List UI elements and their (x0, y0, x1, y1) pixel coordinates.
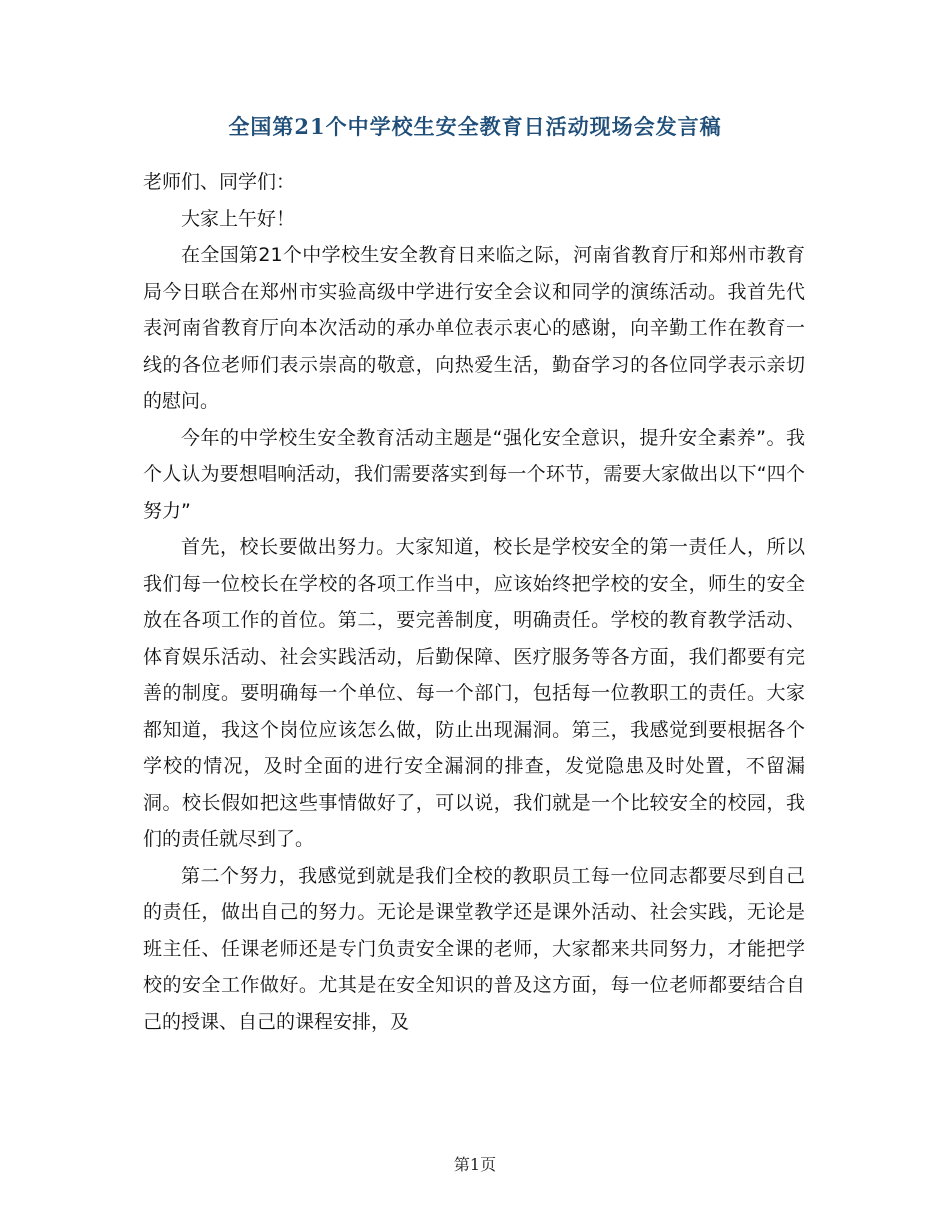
document-title: 全国第21个中学校生安全教育日活动现场会发言稿 (228, 114, 722, 139)
paragraph-greeting: 大家上午好！ (181, 207, 296, 230)
salutation: 老师们、同学们： (143, 171, 296, 193)
paragraph-3: 首先，校长要做出努力。大家知道，校长是学校安全的第一责任人，所以我们每一位校长在学校的各项工作当中，应该始终把学校的安全，师生的安全放在各项工作的首位。第二，要完善制度，明确责任。学校的教育教学活动、体育娱乐活动、社会实践活动，后勤保障、医疗服务等各方面，我们都要有完善的制度。要明确每一个单位、每一个部门，包括每一位教职工的责任。大家都知道，我这个岗位应该怎么做，防止出现漏洞。第三，我感觉到要根据各个学校的情况，及时全面的进行安全漏洞的排查，发觉隐患及时处置，不留漏洞。校长假如把这些事情做好了，可以说，我们就是一个比较安全的校园，我们的责任就尽到了。 (143, 536, 805, 850)
paragraph-1: 在全国第21个中学校生安全教育日来临之际，河南省教育厅和郑州市教育局今日联合在郑州市实验高级中学进行安全会议和同学的演练活动。我首先代表河南省教育厅向本次活动的承办单位表示衷心的感谢，向辛勤工作在教育一线的各位老师们表示崇高的敬意，向热爱生活，勤奋学习的各位同学表示亲切的慰问。 (143, 244, 805, 412)
paragraph-2: 今年的中学校生安全教育活动主题是“强化安全意识，提升安全素养”。我个人认为要想唱响活动，我们需要落实到每一个环节，需要大家做出以下“四个努力” (143, 426, 805, 522)
page-number: 第1页 (453, 1155, 497, 1174)
paragraph-4: 第二个努力，我感觉到就是我们全校的教职员工每一位同志都要尽到自己的责任，做出自己的努力。无论是课堂教学还是课外活动、社会实践，无论是班主任、任课老师还是专门负责安全课的老师，大家都来共同努力，才能把学校的安全工作做好。尤其是在安全知识的普及这方面，每一位老师都要结合自己的授课、自己的课程安排，及 (143, 864, 805, 1033)
document-body (143, 164, 805, 1040)
